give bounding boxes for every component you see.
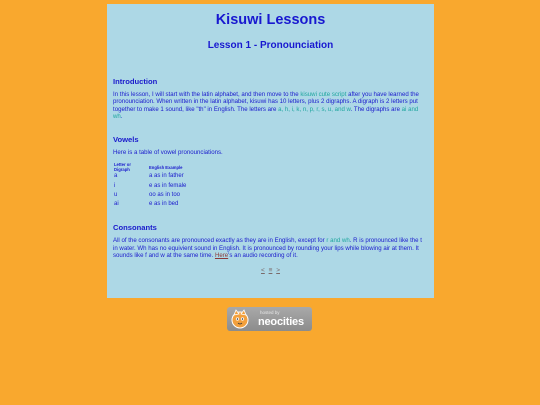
r-wh-highlight: r and wh (326, 237, 350, 245)
table-row (114, 173, 190, 182)
vowels-heading: Vowels (113, 135, 139, 145)
vowel-table (114, 162, 190, 210)
intro-text-3: . The digraphs are (350, 105, 402, 113)
kisuwi-cute-script-link[interactable]: kisuwi cute script (300, 91, 347, 98)
lesson-menu-link[interactable]: ≡ (268, 267, 273, 275)
page-title: Kisuwi Lessons (215, 12, 326, 28)
vowel-example: a as in father (149, 173, 184, 180)
table-row (114, 192, 190, 201)
intro-text-4: . (120, 112, 123, 120)
table-row (114, 183, 190, 192)
previous-lesson-link[interactable]: < (260, 267, 265, 275)
page-subtitle: Lesson 1 - Pronounciation (207, 40, 334, 51)
vowel-example: oo as in too (149, 191, 181, 198)
cons-text-1: All of the consonants are pronounced exactly as they are in English, except for (113, 237, 327, 245)
vowel-letter: i (114, 182, 116, 189)
consonants-heading: Consonants (113, 223, 157, 233)
hosted-by-label: hosted by (260, 310, 280, 315)
intro-text-2: after you have learned the pronounciation. When written in the latin alphabet, kisuwi has 10 letters, plus 2 digraphs. A digraph is 2 letters put together to make 1 sound, like "th" in English. The letters are (113, 91, 419, 113)
intro-text-1: In this lesson, I will start with the latin alphabet, and then move to the (113, 91, 301, 98)
vowel-letter: a (114, 173, 118, 180)
consonants-text (113, 237, 428, 259)
content-panel (107, 4, 434, 298)
table-row (114, 201, 190, 210)
column-header-letter: Letter or Digraph (114, 162, 131, 173)
column-header-example: English Example (149, 164, 183, 170)
consonants-section (113, 223, 428, 259)
neocities-wordmark: neocities (258, 316, 304, 328)
vowel-letter: u (114, 191, 118, 198)
vowel-example: e as in female (149, 182, 187, 189)
neocities-badge[interactable] (227, 307, 312, 331)
introduction-heading: Introduction (113, 77, 158, 86)
neocities-cat-icon (230, 309, 250, 329)
cons-text-3: 's an audio recording of it. (228, 251, 298, 259)
introduction-section (113, 77, 428, 120)
vowels-description: Here is a table of vowel pronounciations. (113, 149, 223, 157)
vowels-section (113, 135, 428, 210)
vowel-example: e as in bed (149, 201, 179, 208)
vowel-letter: ai (114, 201, 119, 208)
audio-recording-link[interactable]: Here (214, 251, 229, 259)
lesson-navigation (113, 267, 428, 274)
letters-highlight: a, h, i, k, n, p, r, s, u, and w (278, 105, 351, 113)
next-lesson-link[interactable]: > (276, 267, 280, 275)
digraphs-highlight: ai and wh (113, 105, 419, 120)
vowel-table-header (114, 162, 190, 173)
cons-text-2: . R is pronounced like the t in water. Wh has no equivient sound in English. It is pronounced by rounding your lips while blowing air at them. It sounds like f and w at the same time. (113, 237, 422, 259)
introduction-text (113, 91, 428, 120)
